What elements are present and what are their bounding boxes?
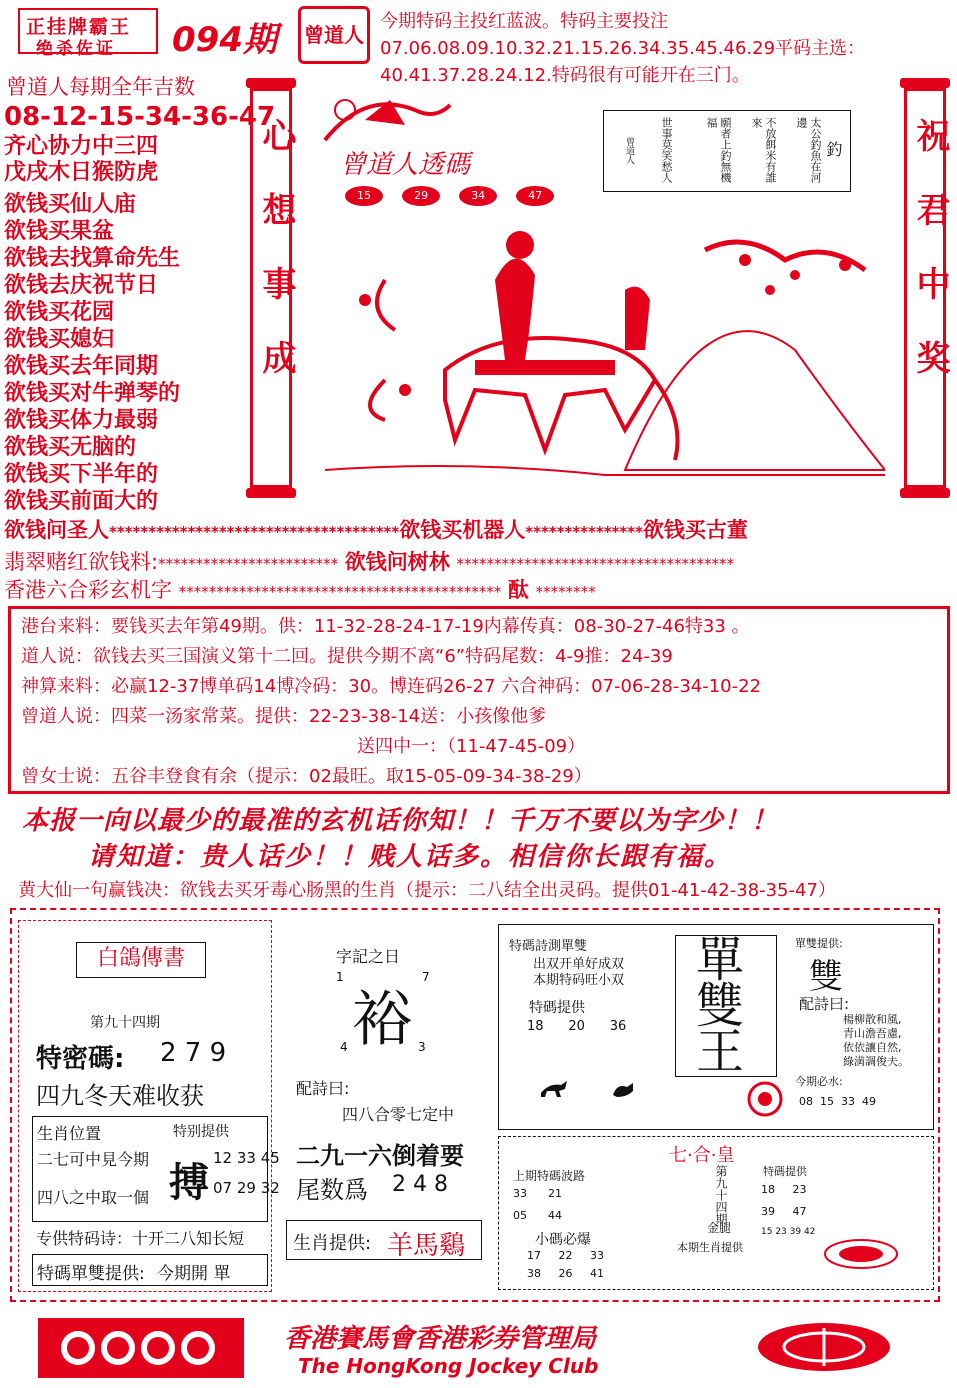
scroll-right <box>900 78 950 498</box>
box-hehuang <box>498 1136 934 1290</box>
poem-col: 不放餌米有誰來 <box>750 117 777 183</box>
list-item: 欲钱买仙人庙 <box>4 192 137 217</box>
poem-col: 世事莫笑愁人 <box>660 117 673 183</box>
list-item: 欲钱买媳妇 <box>4 327 115 352</box>
picture-title: 曾道人透碼 <box>340 150 471 180</box>
ziji-pei-label: 配詩曰: <box>296 1079 350 1098</box>
hh-issue: 第九十四期 <box>714 1165 728 1225</box>
ziji-n3: 3 <box>418 1040 426 1054</box>
poem-line: 依依讓自然, <box>843 1041 902 1054</box>
horse-rider-illustration <box>325 220 885 490</box>
num: 49 <box>862 1095 876 1108</box>
riddle-label: 欲钱问树林 <box>344 550 450 574</box>
scroll-rod-top <box>900 78 950 88</box>
riddle-label: 翡翠赌红欲钱料: <box>4 550 159 574</box>
ds-side-char: 雙 <box>809 957 843 997</box>
ball: 34 <box>459 186 497 206</box>
list-item: 齐心协力中三四 <box>4 134 159 159</box>
info-line: 曾道人说：四菜一汤家常菜。提供：22-23-38-14送：小孩像他爹 <box>21 706 547 727</box>
baige-ds-box <box>32 1254 268 1286</box>
riddle-stars: ******************************************* <box>178 583 502 601</box>
num: 47 <box>792 1205 807 1218</box>
riddle-stars: ************************************* <box>456 555 734 573</box>
num: 20 <box>568 1019 585 1034</box>
picture-balls <box>345 184 568 206</box>
left-numbers: 08-12-15-34-36-47 <box>4 102 276 132</box>
list-item: 欲钱买前面大的 <box>4 489 159 514</box>
riddle-stars: ******** <box>535 583 596 601</box>
hh-sx-head: 本期生肖提供 <box>677 1241 743 1254</box>
baige-ds-label: 特碼單雙提供: <box>37 1264 145 1284</box>
num: 26 <box>558 1267 573 1280</box>
ziji-n7: 7 <box>422 970 430 984</box>
slogan-line2: 请知道：贵人话少！！贱人话多。相信你长跟有福。 <box>88 842 733 872</box>
ball: 47 <box>516 186 554 206</box>
hh-te-head: 特碼提供 <box>763 1165 807 1178</box>
ziji-sx-label: 生肖提供: <box>293 1233 372 1254</box>
baige-poem: 四九冬天难收获 <box>36 1082 204 1110</box>
num: 18 <box>527 1019 544 1034</box>
info-line: 曾女士说：五谷丰登食有余（提示：02最旺。取15-05-09-34-38-29） <box>21 766 592 787</box>
baige-line-b: 四八之中取一個 <box>37 1188 150 1207</box>
ball: 15 <box>345 186 383 206</box>
knot-icon <box>38 1318 244 1378</box>
riddle-label: 欲钱问圣人 <box>4 518 109 542</box>
num: 18 <box>761 1183 775 1196</box>
baige-issue: 第九十四期 <box>90 1015 160 1031</box>
num: 05 <box>513 1209 527 1222</box>
hh-nums-left <box>513 1183 562 1227</box>
riddle-label: 欲钱买古董 <box>642 518 748 542</box>
scroll-rod-bottom <box>900 488 950 498</box>
header-badge <box>18 8 158 59</box>
intro-text: 今期特码主投红蓝波。特码主要投注07.06.08.09.10.32.21.15.26.34.35.45.46.29平码主选：40.41.37.28.24.12.特码很有可能开在三门。 <box>380 11 866 86</box>
riddle-stars: ************************ <box>158 555 339 573</box>
grid-cell: 45 <box>260 1149 280 1167</box>
ball: 29 <box>402 186 440 206</box>
list-item: 欲钱买对牛弹琴的 <box>4 381 181 406</box>
hh-nums-small <box>527 1247 604 1283</box>
list-item: 欲钱去庆祝节日 <box>4 273 159 298</box>
ziji-pei-line: 四八合零七定中 <box>342 1105 455 1124</box>
poem-card <box>603 110 851 192</box>
baige-title: 白鴿傳書 <box>76 942 206 978</box>
rooster-icon <box>609 1079 639 1099</box>
ds-must: 今期必水: <box>795 1075 843 1088</box>
footer-logo-left <box>38 1318 244 1378</box>
ds-l1: 出双开单好成双 <box>533 957 625 972</box>
scroll-left <box>246 78 296 498</box>
riddle-label: 欲钱买机器人 <box>399 518 526 542</box>
left-list <box>4 134 244 516</box>
baige-shengxiao-label: 生肖位置 <box>37 1124 102 1143</box>
seal-text: 曾道人 <box>304 23 364 47</box>
poem-line: 青山澹吾慮, <box>843 1027 902 1040</box>
poem-col: 太公釣魚在河邊 <box>795 117 822 183</box>
list-item: 欲钱去找算命先生 <box>4 246 181 271</box>
list-item: 欲钱买果盆 <box>4 219 115 244</box>
badge-line1: 正挂牌霸王 <box>26 16 132 38</box>
riddle-row <box>4 514 748 544</box>
footer-logo-right <box>754 1320 894 1374</box>
baige-ds-value: 今期開 單 <box>157 1264 231 1284</box>
grid-cell: 33 <box>236 1149 256 1167</box>
info-line: 港台来料：要钱买去年第49期。供：11-32-28-24-17-19内幕传真：08-30-27-46特33 。 <box>21 616 750 637</box>
ds-head: 特碼詩測單雙 <box>509 939 588 954</box>
hh-title: 七·合·皇 <box>669 1145 735 1166</box>
ds-big-char: 雙 <box>696 978 745 1034</box>
grid-cell: 29 <box>236 1179 256 1197</box>
baige-bo-char: 搏 <box>169 1160 209 1206</box>
ziji-sx-value: 羊馬鷄 <box>387 1231 466 1261</box>
baige-grid <box>213 1143 280 1203</box>
poem-line: 綠満調俊夫。 <box>843 1055 909 1068</box>
num: 15 <box>820 1095 834 1108</box>
poem-line: 楊柳散和風, <box>843 1013 902 1026</box>
horse-icon <box>539 1079 569 1099</box>
ziji-n4: 4 <box>340 1040 348 1054</box>
ds-big-char: 王 <box>696 1024 745 1080</box>
list-item: 欲钱买去年同期 <box>4 354 159 379</box>
riddle-label: 酞 <box>507 578 529 602</box>
ziji-ws-value: 2 4 8 <box>392 1172 448 1197</box>
seal-logo <box>298 6 370 64</box>
num: 08 <box>799 1095 813 1108</box>
box-ziji <box>282 920 490 1292</box>
box-danshuang <box>498 924 934 1130</box>
ds-must-nums <box>799 1095 876 1108</box>
box-baige <box>18 920 280 1292</box>
scroll-left-text: 心想事成 <box>256 118 296 414</box>
seal-emblem-icon <box>821 1237 901 1271</box>
ds-pei: 配詩曰: <box>799 995 850 1013</box>
num: 33 <box>513 1187 527 1200</box>
num: 21 <box>547 1187 562 1200</box>
baige-line-a: 二七可中見今期 <box>37 1150 150 1169</box>
ds-big-char: 單 <box>696 932 745 988</box>
ds-side-head: 單雙提供: <box>795 937 843 950</box>
riddle-row <box>4 574 596 604</box>
ds-big <box>675 932 777 1080</box>
num: 38 <box>527 1267 541 1280</box>
slogan-line1: 本报一向以最少的最准的玄机话你知！！千万不要以为字少！！ <box>22 806 779 836</box>
num: 39 <box>761 1205 775 1218</box>
baige-box <box>32 1116 280 1222</box>
grid-cell: 32 <box>260 1179 280 1197</box>
list-item: 戊戌木日猴防虎 <box>4 160 159 185</box>
hh-small-head: 小碼必爆 <box>535 1232 591 1248</box>
issue-number: 094期 <box>172 20 277 60</box>
info-line: 道人说：欲钱去买三国演义第十二回。提供今期不离“6”特码尾数：4-9推：24-39 <box>21 646 673 667</box>
poem-side: 釣 <box>824 141 843 157</box>
riddle-stars: ************************************* <box>109 523 400 541</box>
footer-cn: 香港賽馬會香港彩券管理局 <box>284 1324 597 1354</box>
scroll-rod-top <box>246 78 296 88</box>
left-title: 曾道人每期全年吉数 <box>6 75 195 99</box>
footer-en: The HongKong Jockey Club <box>298 1354 599 1378</box>
num: 22 <box>558 1249 573 1262</box>
num: 17 <box>527 1249 541 1262</box>
ziji-dao: 二九一六倒着要 <box>296 1142 464 1170</box>
ds-nums <box>527 1019 626 1034</box>
list-item: 欲钱买无脑的 <box>4 435 137 460</box>
num: 44 <box>547 1209 562 1222</box>
baige-special: 专供特码诗：十开二八知长短 <box>36 1229 245 1248</box>
hh-wave-head: 上期特碼波路 <box>513 1169 586 1183</box>
riddle-stars: *************** <box>525 523 643 541</box>
riddle-row <box>4 546 734 576</box>
ziji-head: 字記之日 <box>336 947 401 966</box>
grid-cell: 12 <box>213 1149 233 1167</box>
ds-poem <box>843 1013 909 1069</box>
baige-te-label: 特别提供 <box>173 1124 229 1140</box>
ziji-char: 裕 <box>352 985 412 1055</box>
jockey-club-emblem-icon <box>754 1320 894 1374</box>
num: 23 <box>792 1183 807 1196</box>
poem-sign: 曾道人 <box>624 137 634 164</box>
scroll-rod-bottom <box>246 488 296 498</box>
ziji-ws-label: 尾数爲 <box>296 1176 368 1204</box>
list-item: 欲钱买花园 <box>4 300 115 325</box>
poem-col: 願者上釣無機福 <box>705 117 732 183</box>
picture-frame <box>305 80 895 500</box>
info-line: 神算来料：必赢12-37博单码14博冷码：30。博连码26-27 六合神码：07-06-28-34-10-22 <box>21 676 762 697</box>
riddle-label: 香港六合彩玄机字 <box>4 578 172 602</box>
badge-line2: 绝杀佐证 <box>36 39 116 59</box>
flower-icon <box>745 1079 785 1119</box>
list-item: 欲钱买体力最弱 <box>4 408 159 433</box>
info-line: 送四中一：（11-47-45-09） <box>357 736 586 757</box>
hh-nums-right <box>761 1179 806 1223</box>
hh-dept: 金腿 <box>707 1221 732 1235</box>
ds-tt: 特碼提供 <box>529 1000 585 1016</box>
hh-note-nums: 15 23 39 42 <box>761 1227 816 1237</box>
list-item: 欲钱买下半年的 <box>4 462 159 487</box>
scroll-right-text: 祝君中奖 <box>910 118 950 414</box>
num: 36 <box>609 1019 627 1034</box>
num: 33 <box>841 1095 855 1108</box>
grid-cell: 07 <box>213 1179 233 1197</box>
num: 33 <box>589 1249 604 1262</box>
baige-tm-value: 2 7 9 <box>160 1038 227 1068</box>
baige-tm-label: 特密碼: <box>36 1044 125 1074</box>
ziji-n1: 1 <box>336 970 344 984</box>
num: 41 <box>589 1267 604 1280</box>
ziji-sx-box <box>286 1220 482 1260</box>
huang-line: 黄大仙一句赢钱决：欲钱去买牙毒心肠黑的生肖（提示：二八结全出灵码。提供01-41-42-38-35-47） <box>18 880 836 901</box>
info-panel <box>8 606 950 794</box>
ds-l2: 本期特码旺小双 <box>533 973 625 988</box>
